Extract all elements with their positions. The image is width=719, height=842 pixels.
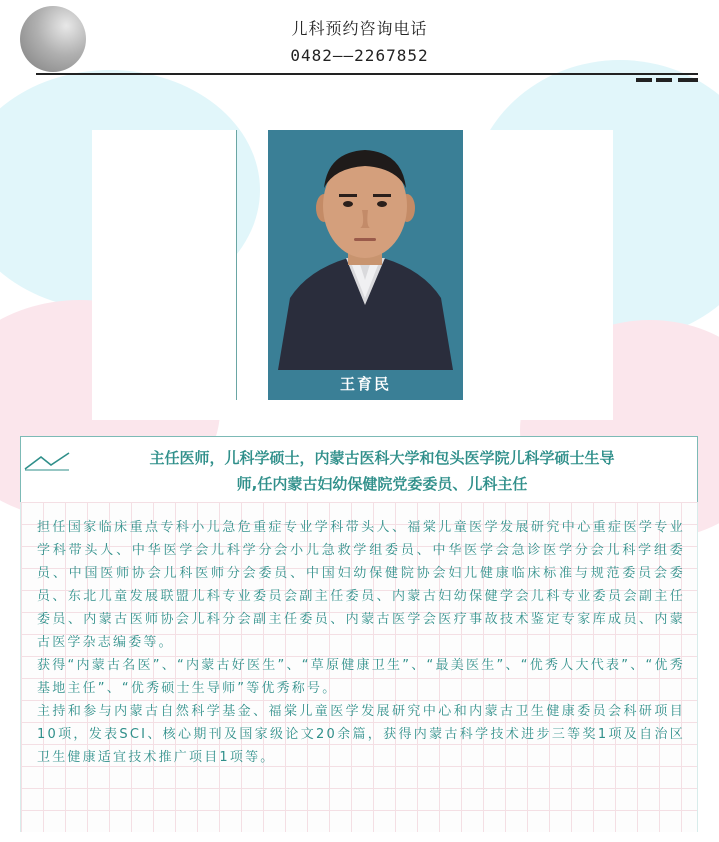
- bio-paragraph-honors: 获得“内蒙古名医”、“内蒙古好医生”、“草原健康卫生”、“最美医生”、“优秀人大代表”、“优秀基地主任”、“优秀硕士生导师”等优秀称号。: [37, 658, 685, 696]
- panel-divider: [236, 130, 237, 400]
- header-phone: 0482——2267852: [290, 46, 429, 65]
- header-divider: [36, 73, 698, 75]
- doctor-title-line-2: 师,任内蒙古妇幼保健院党委委员、儿科主任: [236, 475, 528, 493]
- chevron-icon: [23, 445, 71, 471]
- right-white-panel: [463, 130, 613, 420]
- title-box: [20, 436, 698, 504]
- doctor-name: 王育民: [339, 375, 391, 393]
- doctor-title-line-1: 主任医师，儿科学硕士，内蒙古医科大学和包头医学院儿科学硕士生导: [149, 449, 615, 467]
- bio-box: [20, 502, 698, 832]
- header-dashes: [636, 78, 698, 82]
- bio-paragraph-positions: 担任国家临床重点专科小儿急危重症专业学科带头人、福棠儿童医学发展研究中心重症医学专业学科带头人、中华医学会儿科学分会小儿急救学组委员、中华医学会急诊医学分会儿科学组委员、中国医师协会儿科医师分会委员、中国妇幼保健院协会妇儿健康临床标准与规范委员会委员、东北儿童发展联盟儿科专业委员会副主任委员、内蒙古妇幼保健学会儿科专业委员会副主任委员、内蒙古医师协会儿科分会副主任委员、内蒙古医学会医疗事故技术鉴定专家库成员、内蒙古医学杂志编委等。: [37, 520, 685, 650]
- doctor-photo: [268, 130, 463, 370]
- header-title: 儿科预约咨询电话: [291, 19, 428, 38]
- doctor-portrait: [268, 130, 463, 400]
- doctor-title: [77, 445, 687, 497]
- bio-text: [37, 516, 685, 769]
- bio-paragraph-research: 主持和参与内蒙古自然科学基金、福棠儿童医学发展研究中心和内蒙古卫生健康委员会科研项目10项，发表SCI、核心期刊及国家级论文20余篇，获得内蒙古科学技术进步三等奖1项及自治区卫生健康适宜技术推广项目1项等。: [37, 704, 685, 765]
- left-white-panel: [92, 130, 237, 420]
